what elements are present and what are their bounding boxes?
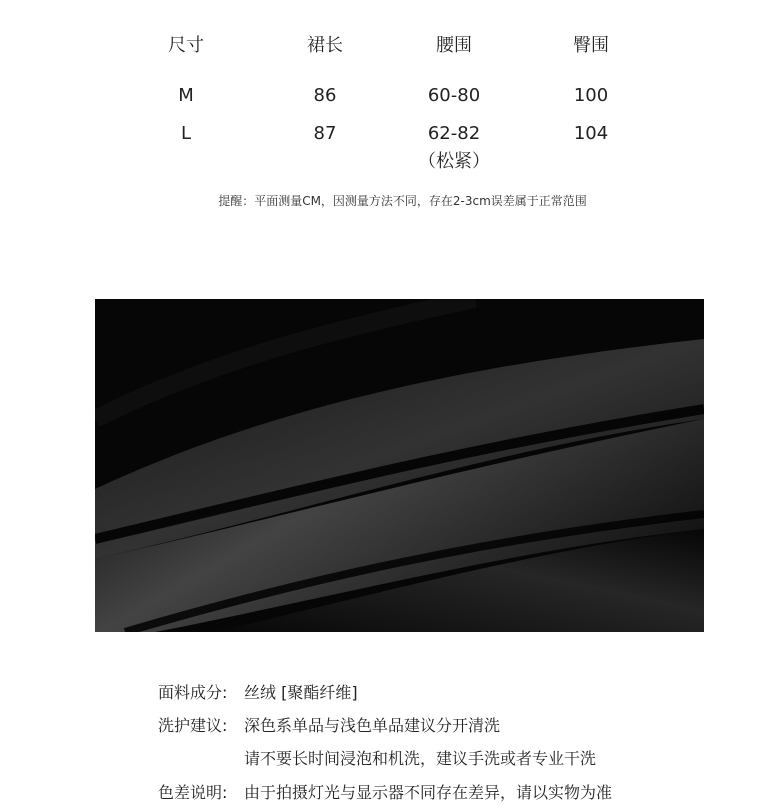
row-l-waist: 62-82: [427, 123, 481, 144]
black-velvet-fabric-image: [95, 299, 704, 632]
color-value: 由于拍摄灯光与显示器不同存在差异，请以实物为准: [244, 783, 613, 802]
color-row: [158, 782, 612, 804]
row-l-hip: 104: [573, 123, 609, 144]
wash-value-line1: 深色系单品与浅色单品建议分开清洗: [244, 716, 501, 735]
size-table: [0, 0, 775, 240]
wash-row: [158, 715, 500, 737]
row-m-size: M: [178, 85, 194, 106]
row-m-waist: 60-80: [427, 85, 481, 106]
row-l-skirt-length: 87: [313, 123, 337, 144]
waist-elastic-note: （松紧）: [418, 151, 490, 172]
header-hip: 臀围: [573, 35, 609, 56]
row-m-skirt-length: 86: [313, 85, 337, 106]
measurement-note: 提醒：平面测量CM，因测量方法不同，存在2-3cm误差属于正常范围: [218, 194, 587, 208]
wash-value-line2: 请不要长时间浸泡和机洗，建议手洗或者专业干洗: [244, 749, 597, 768]
row-m-hip: 100: [573, 85, 609, 106]
wash-label: 洗护建议:: [158, 716, 228, 735]
material-value: 丝绒 [聚酯纤维]: [244, 683, 358, 702]
material-label: 面料成分:: [158, 683, 228, 702]
row-l-size: L: [180, 123, 192, 144]
color-label: 色差说明:: [158, 783, 228, 802]
header-size: 尺寸: [168, 35, 204, 56]
header-waist: 腰围: [436, 35, 472, 56]
material-row: [158, 682, 358, 704]
fabric-photo: [95, 299, 704, 632]
header-skirt-length: 裙长: [307, 35, 343, 56]
wash-row-2: [158, 748, 596, 770]
